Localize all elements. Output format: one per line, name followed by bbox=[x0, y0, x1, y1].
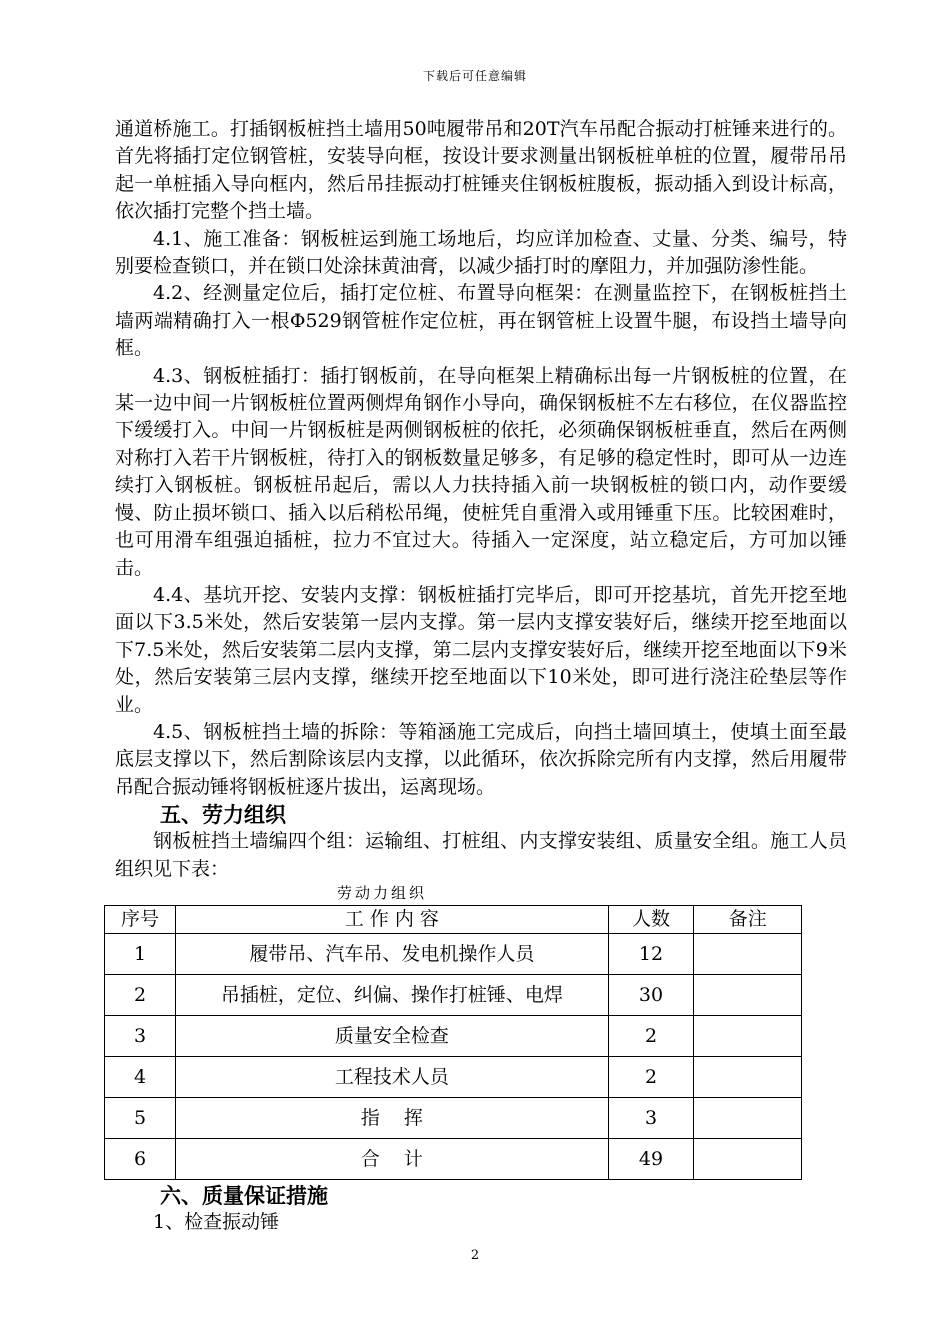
body-paragraph: 4.4、基坑开挖、安装内支撑：钢板桩插打完毕后，即可开挖基坑，首先开挖至地面以下3.5米处，然后安装第一层内支撑。第一层内支撑安装好后，继续开挖至地面以下7.5米处，然后安装第二层内支撑，第二层内支撑安装好后，继续开挖至地面以下9米处，然后安装第三层内支撑，继续开挖至地面以下10米处，即可进行浇注砼垫层等作业。 bbox=[115, 583, 847, 716]
table-row bbox=[105, 1098, 802, 1139]
body-paragraph: 4.1、施工准备：钢板桩运到施工场地后，均应详加检查、丈量、分类、编号，特别要检查锁口，并在锁口处涂抹黄油膏，以减少插打时的摩阻力，并加强防渗性能。 bbox=[115, 227, 847, 278]
body-paragraphs bbox=[115, 116, 847, 801]
header-no: 序号 bbox=[105, 905, 176, 933]
quality-item-1: 1、检查振动锤 bbox=[153, 1211, 280, 1234]
table-caption: 劳动力组织 bbox=[337, 883, 428, 902]
table-header-row bbox=[105, 905, 802, 933]
row-no: 5 bbox=[105, 1098, 176, 1139]
row-note bbox=[694, 1139, 802, 1180]
row-count: 49 bbox=[608, 1139, 694, 1180]
row-count: 30 bbox=[608, 975, 694, 1016]
table-row bbox=[105, 1016, 802, 1057]
row-count: 2 bbox=[608, 1016, 694, 1057]
body-paragraph: 4.2、经测量定位后，插打定位桩、布置导向框架：在测量监控下，在钢板桩挡土墙两端精确打入一根Φ529钢管桩作定位桩，再在钢管桩上设置牛腿，布设挡土墙导向框。 bbox=[115, 282, 847, 360]
row-content: 合 计 bbox=[176, 1139, 608, 1180]
row-no: 2 bbox=[105, 975, 176, 1016]
table-row bbox=[105, 1139, 802, 1180]
row-count: 12 bbox=[608, 934, 694, 975]
table-body bbox=[105, 934, 802, 1180]
body-paragraph: 4.3、钢板桩插打：插打钢板前，在导向框架上精确标出每一片钢板桩的位置，在某一边中间一片钢板桩位置两侧焊角钢作小导向，确保钢板桩不左右移位，在仪器监控下缓缓打入。中间一片钢板桩是两侧钢板桩的依托，必须确保钢板桩垂直，然后在两侧对称打入若干片钢板桩，待打入的钢板数量足够多，有足够的稳定性时，即可从一边连续打入钢板桩。钢板桩吊起后，需以人力扶持插入前一块钢板桩的锁口内，动作要缓慢、防止损坏锁口、插入以后稍松吊绳，使桩凭自重滑入或用锤重下压。比较困难时，也可用滑车组强迫插桩，拉力不宜过大。待插入一定深度，站立稳定后，方可加以锤击。 bbox=[115, 364, 847, 579]
row-count: 3 bbox=[608, 1098, 694, 1139]
row-note bbox=[694, 975, 802, 1016]
labor-intro-paragraph: 钢板桩挡土墙编四个组：运输组、打桩组、内支撑安装组、质量安全组。施工人员组织见下表： bbox=[115, 830, 847, 880]
row-content: 质量安全检查 bbox=[176, 1016, 608, 1057]
section-heading-labor: 五、劳力组织 bbox=[160, 802, 286, 828]
row-content: 吊插桩，定位、纠偏、操作打桩锤、电焊 bbox=[176, 975, 608, 1016]
page-number: 2 bbox=[470, 1248, 480, 1263]
header-count: 人数 bbox=[608, 905, 694, 933]
row-no: 4 bbox=[105, 1057, 176, 1098]
section-heading-quality: 六、质量保证措施 bbox=[160, 1183, 328, 1209]
header-content: 工 作 内 容 bbox=[176, 905, 608, 933]
row-content: 工程技术人员 bbox=[176, 1057, 608, 1098]
row-no: 3 bbox=[105, 1016, 176, 1057]
header-note: 备注 bbox=[694, 905, 802, 933]
page-header: 下载后可任意编辑 bbox=[422, 69, 527, 83]
row-content: 指 挥 bbox=[176, 1098, 608, 1139]
row-note bbox=[694, 1098, 802, 1139]
row-count: 2 bbox=[608, 1057, 694, 1098]
row-no: 6 bbox=[105, 1139, 176, 1180]
table-row bbox=[105, 975, 802, 1016]
row-note bbox=[694, 1057, 802, 1098]
row-content: 履带吊、汽车吊、发电机操作人员 bbox=[176, 934, 608, 975]
table-row bbox=[105, 1057, 802, 1098]
row-note bbox=[694, 934, 802, 975]
document-body bbox=[115, 116, 847, 1237]
row-note bbox=[694, 1016, 802, 1057]
row-no: 1 bbox=[105, 934, 176, 975]
table-row bbox=[105, 934, 802, 975]
body-paragraph: 4.5、钢板桩挡土墙的拆除：等箱涵施工完成后，向挡土墙回填土，使填土面至最底层支撑以下，然后割除该层内支撑，以此循环，依次拆除完所有内支撑，然后用履带吊配合振动锤将钢板桩逐片拔出，运离现场。 bbox=[115, 720, 847, 798]
labor-table bbox=[104, 905, 802, 1180]
body-paragraph: 通道桥施工。打插钢板桩挡土墙用50吨履带吊和20T汽车吊配合振动打桩锤来进行的。首先将插打定位钢管桩，安装导向框，按设计要求测量出钢板桩单桩的位置，履带吊吊起一单桩插入导向框内，然后吊挂振动打桩锤夹住钢板桩腹板，振动插入到设计标高，依次插打完整个挡土墙。 bbox=[115, 118, 847, 223]
